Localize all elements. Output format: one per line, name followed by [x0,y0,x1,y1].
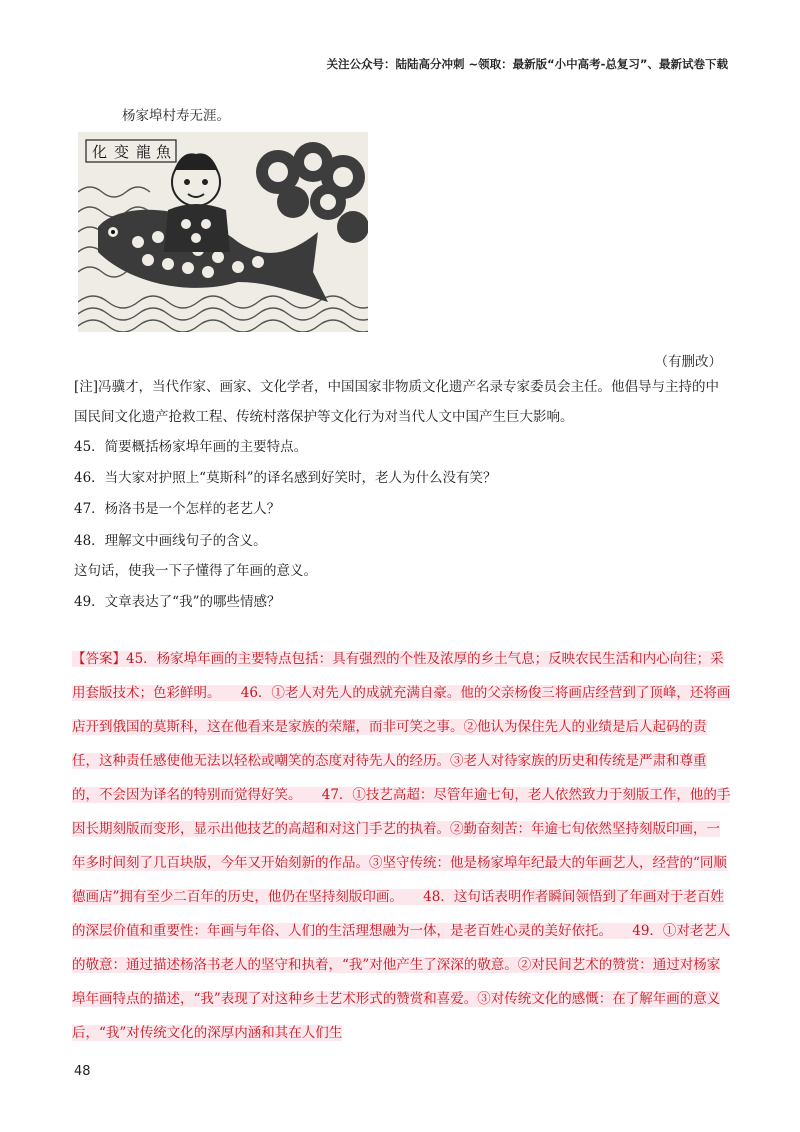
answer-block [72,642,732,1050]
caption-char-3: 龍 [136,143,152,161]
woodcut-illustration [78,132,368,332]
answer-text: 【答案】45．杨家埠年画的主要特点包括：具有强烈的个性及浓厚的乡土气息；反映农民生活和内心向往；采用套版技术；色彩鲜明。 46．①老人对先人的成就充满自豪。他的父亲杨俊三将画店经营到了顶峰，还将画店开到俄国的莫斯科，这在他看来是家族的荣耀，而非可笑之事。②他认为保住先人的业绩是后人起码的责任，这种责任感使他无法以轻松或嘲笑的态度对待先人的经历。③老人对待家族的历史和传统是严肃和尊重的，不会因为译名的特别而觉得好笑。 47．①技艺高超：尽管年逾七旬，老人依然致力于刻版工作，他的手因长期刻版而变形，显示出他技艺的高超和对这门手艺的执着。②勤奋刻苦：年逾七旬依然坚持刻版印画，一年多时间刻了几百块版，今年又开始刻新的作品。③坚守传统：他是杨家埠年纪最大的年画艺人，经营的“同顺德画店”拥有至少二百年的历史，他仍在坚持刻版印画。 48．这句话表明作者瞬间领悟到了年画对于老百姓的深层价值和重要性：年画与年俗、人们的生活理想融为一体，是老百姓心灵的美好依托。 49．①对老艺人的敬意：通过描述杨洛书老人的坚守和执着，“我”对他产生了深深的敬意。②对民间艺术的赞赏：通过对杨家埠年画特点的描述，“我”表现了对这种乡土艺术形式的赞赏和喜爱。③对传统文化的感慨：在了解年画的意义后，“我”对传统文化的深厚内涵和其在人们生 [72,651,731,1041]
woodcut-fish-boy-image [78,132,368,332]
question-48: 48．理解文中画线句子的含义。 [74,533,267,549]
page-number: 48 [74,1064,91,1079]
question-47: 47．杨洛书是一个怎样的老艺人？ [74,501,281,517]
header-note: 关注公众号：陆陆高分冲刺 ~领取：最新版“小中高考-总复习”、最新试卷下载 [326,57,728,71]
caption-char-4: 魚 [156,143,172,161]
question-49: 49．文章表达了“我”的哪些情感？ [74,594,281,610]
annotation-paragraph: [注]冯骥才，当代作家、画家、文化学者，中国国家非物质文化遗产名录专家委员会主任。他倡导与主持的中国民间文化遗产抢救工程、传统村落保护等文化行为对当代人文中国产生巨大影响。 [74,379,720,425]
caption-char-1: 化 [92,143,108,161]
question-46: 46．当大家对护照上“莫斯科”的译名感到好笑时，老人为什么没有笑？ [74,470,497,486]
question-45: 45．简要概括杨家埠年画的主要特点。 [74,439,308,455]
poem-line: 杨家埠村寿无涯。 [122,108,230,124]
question-48-quoted-line: 这句话，使我一下子懂得了年画的意义。 [74,563,317,579]
source-note: （有删改） [654,354,722,370]
caption-char-2: 变 [114,143,130,161]
